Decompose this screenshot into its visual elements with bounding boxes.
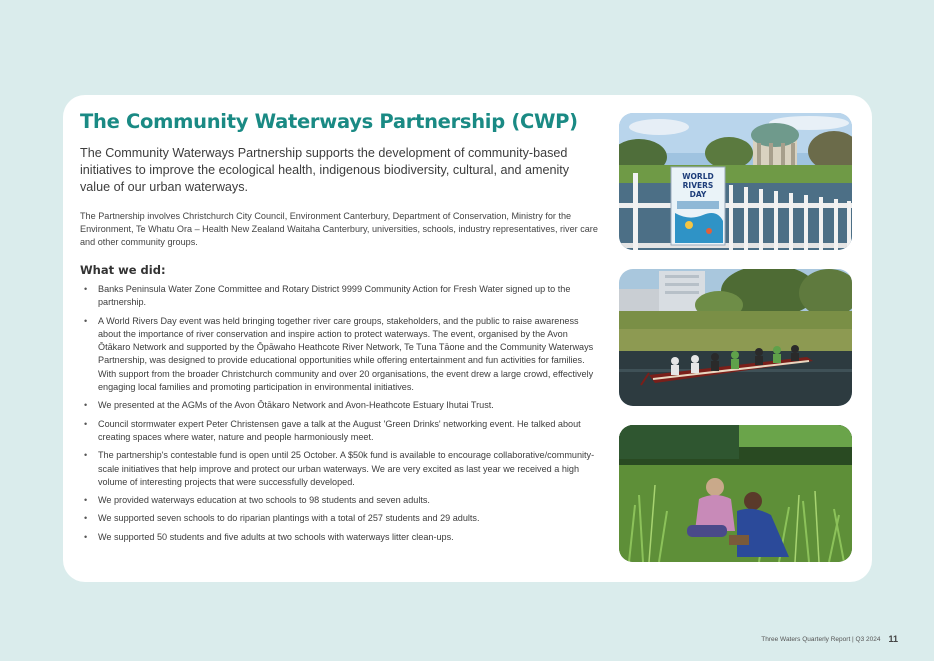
list-item: • Council stormwater expert Peter Christensen gave a talk at the August 'Green Drinks' networking event. He talked about creating spaces where water, nature and people harmoniously meet. xyxy=(80,418,600,445)
body-paragraph: The Partnership involves Christchurch City Council, Environment Canterbury, Department of Conservation, Ministry for the Environment, Te Whatu Ora – Health New Zealand Waitaha Canterbury, universities, schools, industry representatives, river care and other community groups. xyxy=(80,211,598,247)
list-item: • We supported seven schools to do riparian plantings with a total of 257 students and 29 adults. xyxy=(80,512,600,525)
list-item: • We presented at the AGMs of the Avon Ōtākaro Network and Avon-Heathcote Estuary Ihutai Trust. xyxy=(80,399,600,412)
sign-line-2: RIVERS xyxy=(682,181,714,190)
photo-world-rivers-day-sign xyxy=(619,113,852,250)
what-we-did-list xyxy=(80,283,600,544)
text-column xyxy=(80,109,600,549)
list-item: • We supported 50 students and five adults at two schools with waterways litter clean-ups. xyxy=(80,531,600,544)
what-we-did-heading: What we did: xyxy=(80,263,166,277)
photo-riparian-planting xyxy=(619,425,852,562)
list-item: • A World Rivers Day event was held bringing together river care groups, stakeholders, and the public to raise awareness about the importance of river conservation and inspire action to protect waterways. The event, organised by the Avon Ōtākaro Network and supported by the Ōpāwaho Heathcote River Network, Te Tuna Tāone and the Community Waterways Partnership, was designed to provide educational opportunities while offering entertainment and fun activities for families. With support from the broader Christchurch community and over 20 organisations, the event drew a large crowd, effectively engaging local families and promoting participation in environmental initiatives. xyxy=(80,315,600,395)
page-footer xyxy=(761,634,898,644)
sign-line-3: DAY xyxy=(689,190,707,199)
list-item: • We provided waterways education at two schools to 98 students and seven adults. xyxy=(80,494,600,507)
intro-paragraph: The Community Waterways Partnership supports the development of community-based initiatives to improve the ecological health, indigenous biodiversity, cultural, and amenity value of our urban waterways. xyxy=(80,146,570,194)
page-title: The Community Waterways Partnership (CWP) xyxy=(80,110,578,133)
content-card xyxy=(63,95,872,582)
page-number: 11 xyxy=(888,634,898,644)
photo-waka-on-river xyxy=(619,269,852,406)
sign-line-1: WORLD xyxy=(682,172,714,181)
list-item: • Banks Peninsula Water Zone Committee and Rotary District 9999 Community Action for Fresh Water signed up to the partnership. xyxy=(80,283,600,310)
list-item: • The partnership's contestable fund is open until 25 October. A $50k fund is available to encourage collaborative/community-scale initiatives that help improve and protect our urban waterways. We are very excited as last year we received a high volume of interesting projects that were successfully developed. xyxy=(80,449,600,489)
report-label: Three Waters Quarterly Report | Q3 2024 xyxy=(761,635,881,643)
